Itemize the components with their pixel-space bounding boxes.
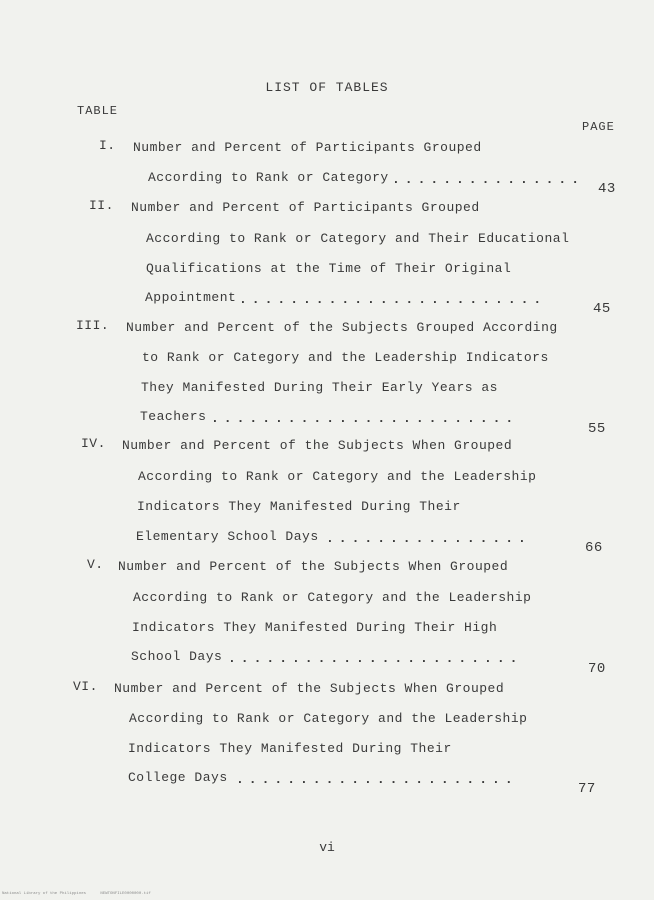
entry-title-line: Teachers: [140, 409, 207, 424]
entry-title-line: Number and Percent of Participants Grouped: [131, 200, 480, 215]
table-number: IV.: [81, 436, 106, 451]
dot-leader: ...............: [392, 172, 585, 187]
page-number: 66: [585, 540, 603, 556]
table-number: VI.: [73, 679, 98, 694]
table-number: III.: [76, 318, 110, 333]
entry-title-line: Number and Percent of the Subjects When Grouped: [122, 438, 513, 453]
entry-title-line: Number and Percent of the Subjects Grouped According: [126, 320, 558, 335]
entry-title-line: Indicators They Manifested During Their: [137, 499, 461, 514]
table-column-header: TABLE: [77, 104, 119, 118]
entry-title-line: Appointment: [145, 290, 237, 305]
entry-title-line: to Rank or Category and the Leadership Indicators: [142, 350, 549, 365]
footer-source: National Library of the Philippines: [2, 892, 87, 896]
dot-leader: ................: [326, 531, 531, 546]
table-number: V.: [87, 557, 104, 572]
dot-leader: ......................: [236, 772, 518, 787]
entry-title-line: They Manifested During Their Early Years as: [141, 380, 498, 395]
page-number: 43: [598, 181, 616, 197]
entry-title-line: School Days: [131, 649, 223, 664]
entry-title-line: Indicators They Manifested During Their High: [132, 620, 498, 635]
table-number: II.: [89, 198, 114, 213]
dot-leader: ........................: [211, 411, 519, 426]
page-column-header: PAGE: [582, 120, 615, 134]
footer-filename: NEWTONFILE0000000.tif: [100, 892, 151, 896]
dot-leader: ........................: [239, 292, 547, 307]
entry-title-line: According to Rank or Category and Their Educational: [146, 231, 570, 246]
entry-title-line: Elementary School Days: [136, 529, 319, 544]
entry-title-line: Number and Percent of the Subjects When Grouped: [118, 559, 509, 574]
page-number: 45: [593, 301, 611, 317]
entry-title-line: Indicators They Manifested During Their: [128, 741, 452, 756]
page-folio: vi: [319, 840, 335, 855]
page-number: 55: [588, 421, 606, 437]
entry-title-line: According to Rank or Category and the Leadership: [138, 469, 537, 484]
entry-title-line: According to Rank or Category and the Leadership: [129, 711, 528, 726]
table-number: I.: [99, 138, 116, 153]
entry-title-line: Number and Percent of the Subjects When Grouped: [114, 681, 505, 696]
entry-title-line: Qualifications at the Time of Their Original: [146, 261, 512, 276]
scan-footer: [2, 892, 163, 896]
entry-title-line: Number and Percent of Participants Grouped: [133, 140, 482, 155]
page-number: 70: [588, 661, 606, 677]
page-title: LIST OF TABLES: [265, 80, 389, 95]
entry-title-line: According to Rank or Category and the Leadership: [133, 590, 532, 605]
dot-leader: .......................: [228, 651, 523, 666]
entry-title-line: According to Rank or Category: [148, 170, 389, 185]
entry-title-line: College Days: [128, 770, 228, 785]
page-number: 77: [578, 781, 596, 797]
